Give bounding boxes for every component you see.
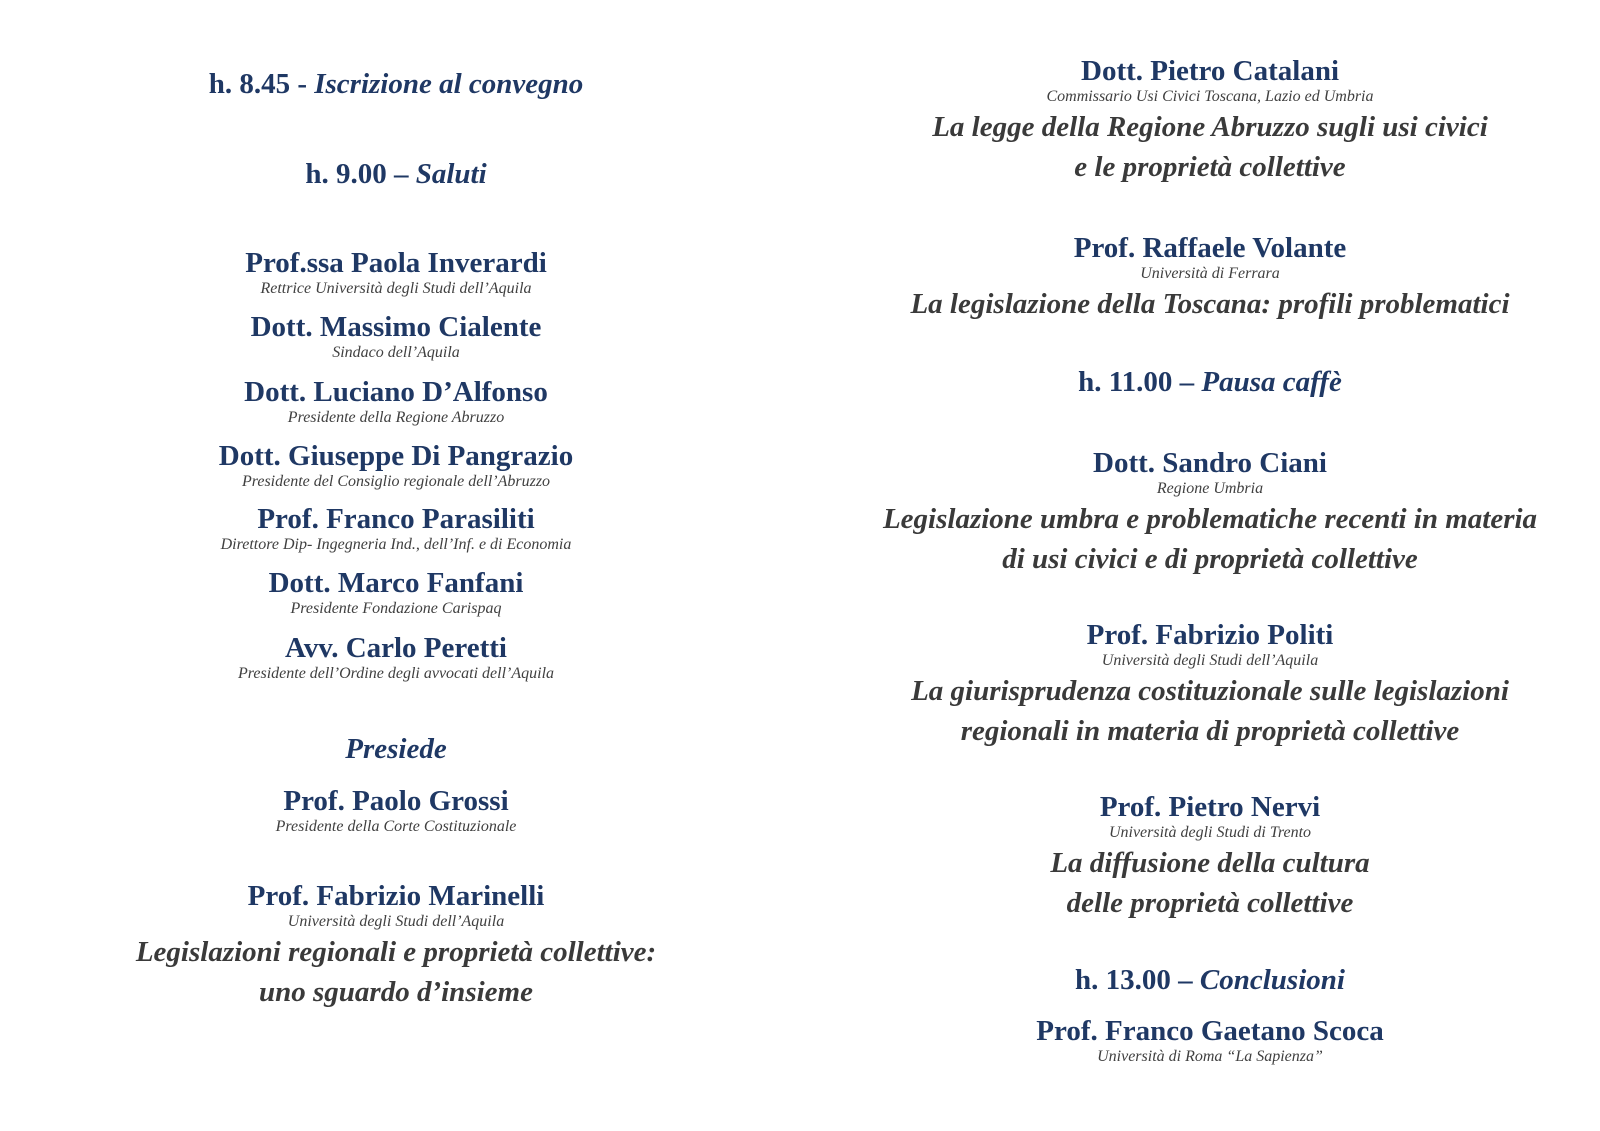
talk-3 [860,447,1560,579]
speaker-name: Dott. Marco Fanfani [268,567,524,599]
chair-heading: Presiede [345,733,447,765]
coffee-slot [860,365,1560,399]
greetings-slot [98,157,694,191]
greeter-3 [98,376,694,428]
talk-title-line-1: La giurisprudenza costituzionale sulle legislazioni [911,675,1509,707]
coffee-time: h. 11.00 – [1078,366,1195,398]
talk-title-line-1: Legislazione umbra e problematiche recenti in materia [882,503,1538,535]
greeter-2 [98,311,694,363]
greetings-time-line [98,157,694,191]
greeter-6 [98,567,694,619]
talk-5 [860,791,1560,923]
talk-title-line-2: regionali in materia di proprietà collettive [960,715,1460,747]
talk-title-line-2: di usi civici e di proprietà collettive [1002,543,1418,575]
speaker-role: Regione Umbria [1156,480,1264,497]
registration-label: Iscrizione al convegno [314,68,584,100]
talk-title-line-1: La legislazione della Toscana: profili problematici [910,288,1510,320]
talk-4 [860,619,1560,751]
registration-time-line [98,67,694,101]
talk-1 [860,55,1560,187]
speaker-name: Prof. Franco Parasiliti [257,503,535,535]
talk-2 [860,232,1560,324]
closing-speaker [860,1015,1560,1067]
speaker-name: Dott. Pietro Catalani [1081,55,1339,87]
speaker-name: Prof. Fabrizio Marinelli [247,880,545,912]
speaker-name: Prof. Raffaele Volante [1073,232,1347,264]
speaker-name: Prof. Fabrizio Politi [1086,619,1334,651]
chair-heading-slot [98,732,694,766]
chair-role: Presidente della Corte Costituzionale [275,818,517,835]
speaker-name: Prof.ssa Paola Inverardi [245,247,547,279]
talk-title-line-2: delle proprietà collettive [1066,887,1354,919]
registration-slot [98,67,694,101]
greeter-5 [98,503,694,555]
speaker-role: Università di Roma “La Sapienza” [1097,1048,1323,1065]
first-talk [98,880,694,1012]
speaker-role: Università di Ferrara [1140,265,1280,282]
greetings-time: h. 9.00 – [305,158,409,190]
speaker-name: Prof. Franco Gaetano Scoca [1036,1015,1384,1047]
speaker-role: Presidente della Regione Abruzzo [287,409,505,426]
speaker-role: Direttore Dip- Ingegneria Ind., dell’Inf. e di Economia [220,536,572,553]
speaker-name: Avv. Carlo Peretti [285,632,507,664]
chair [98,785,694,837]
speaker-role: Sindaco dell’Aquila [332,344,460,361]
talk-title-line-2: uno sguardo d’insieme [259,976,533,1008]
conclusions-slot [860,963,1560,997]
greetings-label: Saluti [415,158,487,190]
speaker-name: Dott. Luciano D’Alfonso [244,376,548,408]
speaker-role: Università degli Studi dell’Aquila [1101,652,1319,669]
talk-title-line-1: Legislazioni regionali e proprietà collettive: [135,936,657,968]
talk-title-line-1: La diffusione della cultura [1050,847,1370,879]
speaker-name: Prof. Pietro Nervi [1099,791,1321,823]
speaker-role: Presidente del Consiglio regionale dell’Abruzzo [241,473,551,490]
coffee-label: Pausa caffè [1201,366,1342,398]
speaker-name: Dott. Giuseppe Di Pangrazio [218,440,574,472]
coffee-time-line [860,365,1560,399]
conclusions-label: Conclusioni [1199,964,1345,996]
talk-title-line-2: e le proprietà collettive [1074,151,1346,183]
conclusions-time: h. 13.00 – [1075,964,1193,996]
speaker-role: Università degli Studi di Trento [1108,824,1312,841]
greeter-4 [98,440,694,492]
speaker-role: Università degli Studi dell’Aquila [287,913,505,930]
chair-name: Prof. Paolo Grossi [283,785,509,817]
speaker-name: Dott. Sandro Ciani [1093,447,1327,479]
speaker-role: Rettrice Università degli Studi dell’Aquila [260,280,532,297]
greeter-7 [98,632,694,684]
registration-time: h. 8.45 - [208,68,307,100]
speaker-role: Commissario Usi Civici Toscana, Lazio ed Umbria [1046,88,1374,105]
speaker-role: Presidente Fondazione Carispaq [290,600,502,617]
speaker-name: Dott. Massimo Cialente [250,311,542,343]
greeter-1 [98,247,694,299]
speaker-role: Presidente dell’Ordine degli avvocati dell’Aquila [237,665,555,682]
talk-title-line-1: La legge della Regione Abruzzo sugli usi civici [932,111,1488,143]
conclusions-time-line [860,963,1560,997]
